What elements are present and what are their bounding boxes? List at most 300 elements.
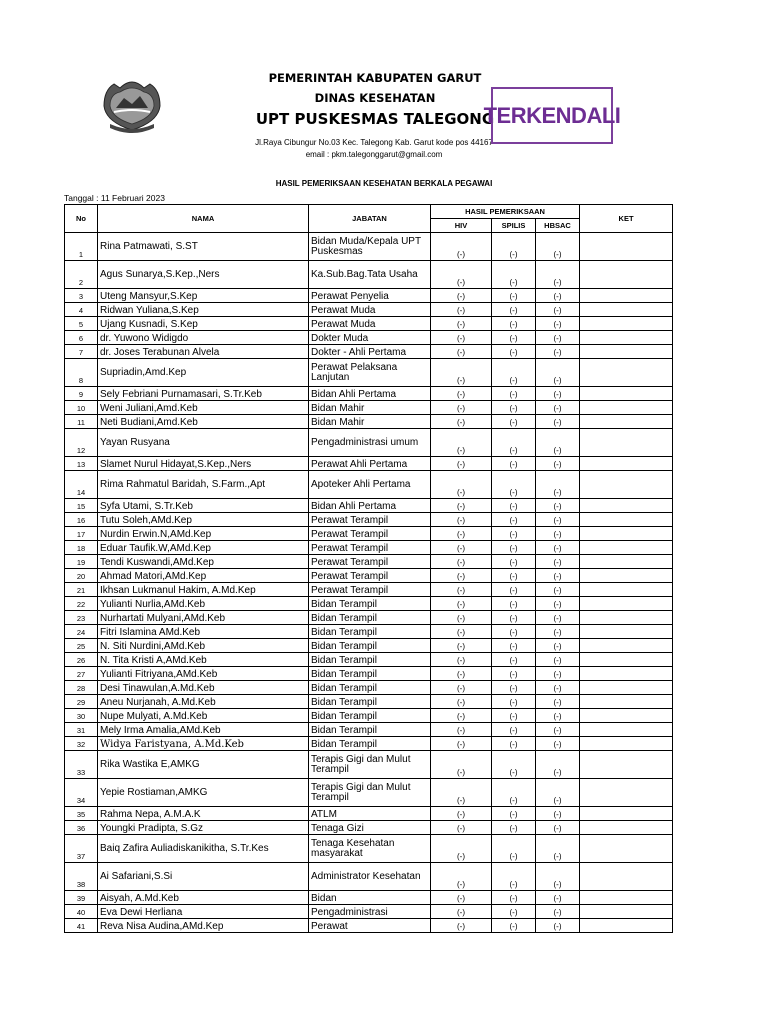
col-header-spilis: SPILIS: [492, 219, 536, 233]
row-hbsac-result: (-): [536, 639, 580, 653]
row-nama: N. Siti Nurdini,AMd.Keb: [98, 639, 309, 653]
row-spilis-result: (-): [492, 541, 536, 555]
row-spilis-result: (-): [492, 891, 536, 905]
row-hbsac-result: (-): [536, 653, 580, 667]
row-hbsac-result: (-): [536, 807, 580, 821]
row-ket: [580, 513, 673, 527]
row-jabatan: Bidan Terampil: [309, 653, 431, 667]
row-nama: Mely Irma Amalia,AMd.Keb: [98, 723, 309, 737]
row-nama: Uteng Mansyur,S.Kep: [98, 289, 309, 303]
row-ket: [580, 471, 673, 499]
government-name: PEMERINTAH KABUPATEN GARUT: [268, 71, 482, 85]
row-hiv-result: (-): [431, 625, 492, 639]
row-hbsac-result: (-): [536, 317, 580, 331]
table-row: [65, 905, 673, 919]
row-spilis-result: (-): [492, 737, 536, 751]
row-jabatan: Bidan Terampil: [309, 667, 431, 681]
row-hiv-result: (-): [431, 597, 492, 611]
row-hiv-result: (-): [431, 821, 492, 835]
table-row: [65, 289, 673, 303]
row-spilis-result: (-): [492, 583, 536, 597]
row-nama: Aisyah, A.Md.Keb: [98, 891, 309, 905]
table-row: [65, 499, 673, 513]
table-row: [65, 331, 673, 345]
row-spilis-result: (-): [492, 261, 536, 289]
row-nama: Ai Safariani,S.Si: [98, 863, 309, 891]
row-number: 31: [65, 723, 98, 737]
row-hiv-result: (-): [431, 681, 492, 695]
row-number: 11: [65, 415, 98, 429]
document-title: HASIL PEMERIKSAAN KESEHATAN BERKALA PEGAWAI: [275, 179, 493, 188]
row-jabatan: Perawat Terampil: [309, 583, 431, 597]
row-ket: [580, 457, 673, 471]
col-header-hasil-pemeriksaan: HASIL PEMERIKSAAN: [431, 205, 580, 219]
col-header-hbsac: HBSAC: [536, 219, 580, 233]
examination-table: [64, 204, 673, 933]
row-ket: [580, 331, 673, 345]
row-hiv-result: (-): [431, 541, 492, 555]
row-hbsac-result: (-): [536, 401, 580, 415]
row-ket: [580, 639, 673, 653]
row-number: 30: [65, 709, 98, 723]
row-jabatan: Apoteker Ahli Pertama: [309, 471, 431, 499]
row-ket: [580, 401, 673, 415]
row-hbsac-result: (-): [536, 667, 580, 681]
row-spilis-result: (-): [492, 779, 536, 807]
row-spilis-result: (-): [492, 611, 536, 625]
row-ket: [580, 807, 673, 821]
row-spilis-result: (-): [492, 597, 536, 611]
row-jabatan: Pengadministrasi: [309, 905, 431, 919]
row-nama: Reva Nisa Audina,AMd.Kep: [98, 919, 309, 933]
row-spilis-result: (-): [492, 429, 536, 457]
row-spilis-result: (-): [492, 835, 536, 863]
row-hiv-result: (-): [431, 555, 492, 569]
row-jabatan: Perawat Ahli Pertama: [309, 457, 431, 471]
row-ket: [580, 723, 673, 737]
row-nama: Rima Rahmatul Baridah, S.Farm.,Apt: [98, 471, 309, 499]
row-hbsac-result: (-): [536, 345, 580, 359]
table-row: [65, 611, 673, 625]
row-jabatan: Bidan Terampil: [309, 737, 431, 751]
row-ket: [580, 751, 673, 779]
row-hiv-result: (-): [431, 415, 492, 429]
row-jabatan: Perawat Pelaksana Lanjutan: [309, 359, 431, 387]
row-spilis-result: (-): [492, 331, 536, 345]
row-jabatan: Bidan Muda/Kepala UPT Puskesmas: [309, 233, 431, 261]
table-row: [65, 569, 673, 583]
row-ket: [580, 387, 673, 401]
row-hbsac-result: (-): [536, 583, 580, 597]
row-spilis-result: (-): [492, 681, 536, 695]
col-header-nama: NAMA: [98, 205, 309, 233]
row-ket: [580, 583, 673, 597]
table-row: [65, 667, 673, 681]
row-jabatan: Bidan Terampil: [309, 709, 431, 723]
row-hiv-result: (-): [431, 639, 492, 653]
row-jabatan: Tenaga Gizi: [309, 821, 431, 835]
row-jabatan: Bidan Terampil: [309, 695, 431, 709]
row-number: 1: [65, 233, 98, 261]
row-hiv-result: (-): [431, 499, 492, 513]
row-hiv-result: (-): [431, 401, 492, 415]
row-jabatan: ATLM: [309, 807, 431, 821]
row-hbsac-result: (-): [536, 331, 580, 345]
row-number: 29: [65, 695, 98, 709]
table-row: [65, 751, 673, 779]
row-hbsac-result: (-): [536, 429, 580, 457]
table-row: [65, 835, 673, 863]
row-hbsac-result: (-): [536, 387, 580, 401]
row-jabatan: Perawat Muda: [309, 317, 431, 331]
row-hbsac-result: (-): [536, 289, 580, 303]
row-hiv-result: (-): [431, 457, 492, 471]
row-hiv-result: (-): [431, 317, 492, 331]
row-ket: [580, 233, 673, 261]
row-hiv-result: (-): [431, 233, 492, 261]
row-number: 18: [65, 541, 98, 555]
table-row: [65, 723, 673, 737]
row-nama: Baiq Zafira Auliadiskanikitha, S.Tr.Kes: [98, 835, 309, 863]
row-spilis-result: (-): [492, 653, 536, 667]
row-ket: [580, 415, 673, 429]
row-ket: [580, 527, 673, 541]
row-number: 9: [65, 387, 98, 401]
row-hiv-result: (-): [431, 527, 492, 541]
row-spilis-result: (-): [492, 709, 536, 723]
table-row: [65, 345, 673, 359]
row-hiv-result: (-): [431, 751, 492, 779]
col-header-ket: KET: [580, 205, 673, 233]
row-hiv-result: (-): [431, 387, 492, 401]
row-hbsac-result: (-): [536, 709, 580, 723]
row-spilis-result: (-): [492, 569, 536, 583]
row-jabatan: Bidan Terampil: [309, 681, 431, 695]
row-nama: Nurdin Erwin.N,AMd.Kep: [98, 527, 309, 541]
row-hiv-result: (-): [431, 723, 492, 737]
table-row: [65, 317, 673, 331]
table-row: [65, 695, 673, 709]
row-jabatan: Bidan Ahli Pertama: [309, 499, 431, 513]
row-jabatan: Perawat Terampil: [309, 527, 431, 541]
col-header-jabatan: JABATAN: [309, 205, 431, 233]
row-hiv-result: (-): [431, 919, 492, 933]
row-hiv-result: (-): [431, 695, 492, 709]
department-name: DINAS KESEHATAN: [314, 91, 436, 105]
row-hiv-result: (-): [431, 709, 492, 723]
row-number: 24: [65, 625, 98, 639]
row-jabatan: Bidan Mahir: [309, 401, 431, 415]
row-hiv-result: (-): [431, 261, 492, 289]
row-hiv-result: (-): [431, 331, 492, 345]
table-row: [65, 471, 673, 499]
row-spilis-result: (-): [492, 667, 536, 681]
row-ket: [580, 317, 673, 331]
row-number: 36: [65, 821, 98, 835]
row-spilis-result: (-): [492, 457, 536, 471]
table-row: [65, 653, 673, 667]
row-hbsac-result: (-): [536, 527, 580, 541]
row-nama: Weni Juliani,Amd.Keb: [98, 401, 309, 415]
row-ket: [580, 569, 673, 583]
row-hiv-result: (-): [431, 303, 492, 317]
row-hiv-result: (-): [431, 807, 492, 821]
row-jabatan: Perawat Terampil: [309, 541, 431, 555]
institution-address: Jl.Raya Cibungur No.03 Kec. Talegong Kab. Garut kode pos 44167: [255, 138, 493, 147]
row-jabatan: Pengadministrasi umum: [309, 429, 431, 457]
row-hbsac-result: (-): [536, 513, 580, 527]
row-nama: Rahma Nepa, A.M.A.K: [98, 807, 309, 821]
table-row: [65, 541, 673, 555]
table-row: [65, 681, 673, 695]
row-nama: Eva Dewi Herliana: [98, 905, 309, 919]
row-ket: [580, 611, 673, 625]
row-nama: Youngki Pradipta, S.Gz: [98, 821, 309, 835]
row-nama: N. Tita Kristi A,AMd.Keb: [98, 653, 309, 667]
row-nama: Yulianti Nurlia,AMd.Keb: [98, 597, 309, 611]
row-hbsac-result: (-): [536, 499, 580, 513]
row-ket: [580, 779, 673, 807]
table-row: [65, 709, 673, 723]
row-ket: [580, 625, 673, 639]
row-hbsac-result: (-): [536, 905, 580, 919]
row-hiv-result: (-): [431, 513, 492, 527]
table-row: [65, 359, 673, 387]
row-spilis-result: (-): [492, 345, 536, 359]
row-nama: Yulianti Fitriyana,AMd.Keb: [98, 667, 309, 681]
row-jabatan: Bidan Ahli Pertama: [309, 387, 431, 401]
row-ket: [580, 289, 673, 303]
row-hbsac-result: (-): [536, 569, 580, 583]
table-row: [65, 807, 673, 821]
row-spilis-result: (-): [492, 863, 536, 891]
row-number: 27: [65, 667, 98, 681]
row-jabatan: Perawat Penyelia: [309, 289, 431, 303]
row-spilis-result: (-): [492, 639, 536, 653]
row-nama: Fitri Islamina AMd.Keb: [98, 625, 309, 639]
row-hbsac-result: (-): [536, 779, 580, 807]
row-hbsac-result: (-): [536, 611, 580, 625]
table-row: [65, 639, 673, 653]
row-nama: Rina Patmawati, S.ST: [98, 233, 309, 261]
terkendali-stamp: TERKENDALI: [491, 87, 613, 144]
row-ket: [580, 597, 673, 611]
table-row: [65, 513, 673, 527]
row-ket: [580, 709, 673, 723]
row-number: 23: [65, 611, 98, 625]
row-nama: Desi Tinawulan,A.Md.Keb: [98, 681, 309, 695]
row-nama: Rika Wastika E,AMKG: [98, 751, 309, 779]
row-number: 12: [65, 429, 98, 457]
row-jabatan: Bidan Mahir: [309, 415, 431, 429]
row-hbsac-result: (-): [536, 891, 580, 905]
row-number: 39: [65, 891, 98, 905]
row-hbsac-result: (-): [536, 541, 580, 555]
row-jabatan: Dokter Muda: [309, 331, 431, 345]
row-nama: Yayan Rusyana: [98, 429, 309, 457]
row-hiv-result: (-): [431, 737, 492, 751]
row-number: 40: [65, 905, 98, 919]
row-nama: Nurhartati Mulyani,AMd.Keb: [98, 611, 309, 625]
row-hbsac-result: (-): [536, 359, 580, 387]
row-jabatan: Tenaga Kesehatan masyarakat: [309, 835, 431, 863]
row-ket: [580, 821, 673, 835]
row-hiv-result: (-): [431, 583, 492, 597]
row-ket: [580, 681, 673, 695]
row-nama: Slamet Nurul Hidayat,S.Kep.,Ners: [98, 457, 309, 471]
row-jabatan: Bidan Terampil: [309, 639, 431, 653]
table-row: [65, 737, 673, 751]
row-jabatan: Ka.Sub.Bag.Tata Usaha: [309, 261, 431, 289]
row-hbsac-result: (-): [536, 457, 580, 471]
row-spilis-result: (-): [492, 359, 536, 387]
row-number: 21: [65, 583, 98, 597]
row-jabatan: Bidan Terampil: [309, 625, 431, 639]
table-body: [65, 233, 673, 933]
row-number: 7: [65, 345, 98, 359]
row-hiv-result: (-): [431, 429, 492, 457]
row-hbsac-result: (-): [536, 919, 580, 933]
table-row: [65, 457, 673, 471]
row-number: 6: [65, 331, 98, 345]
row-ket: [580, 345, 673, 359]
row-ket: [580, 541, 673, 555]
row-hiv-result: (-): [431, 667, 492, 681]
row-number: 37: [65, 835, 98, 863]
row-spilis-result: (-): [492, 387, 536, 401]
row-spilis-result: (-): [492, 513, 536, 527]
row-ket: [580, 555, 673, 569]
row-number: 41: [65, 919, 98, 933]
row-ket: [580, 499, 673, 513]
row-number: 32: [65, 737, 98, 751]
row-ket: [580, 359, 673, 387]
row-jabatan: Perawat Terampil: [309, 513, 431, 527]
table-row: [65, 527, 673, 541]
table-row: [65, 429, 673, 457]
row-ket: [580, 667, 673, 681]
row-number: 25: [65, 639, 98, 653]
row-nama: Yepie Rostiaman,AMKG: [98, 779, 309, 807]
row-number: 26: [65, 653, 98, 667]
row-hiv-result: (-): [431, 835, 492, 863]
row-number: 5: [65, 317, 98, 331]
row-hiv-result: (-): [431, 471, 492, 499]
row-nama: dr. Joses Terabunan Alvela: [98, 345, 309, 359]
row-hbsac-result: (-): [536, 471, 580, 499]
row-ket: [580, 261, 673, 289]
row-nama: Syfa Utami, S.Tr.Keb: [98, 499, 309, 513]
row-spilis-result: (-): [492, 807, 536, 821]
document-date: Tanggal : 11 Februari 2023: [64, 193, 165, 203]
row-jabatan: Terapis Gigi dan Mulut Terampil: [309, 779, 431, 807]
row-number: 22: [65, 597, 98, 611]
row-spilis-result: (-): [492, 289, 536, 303]
table-row: [65, 919, 673, 933]
row-number: 33: [65, 751, 98, 779]
row-hbsac-result: (-): [536, 597, 580, 611]
row-hbsac-result: (-): [536, 681, 580, 695]
table-row: [65, 863, 673, 891]
table-row: [65, 233, 673, 261]
row-nama: Aneu Nurjanah, A.Md.Keb: [98, 695, 309, 709]
row-spilis-result: (-): [492, 233, 536, 261]
row-number: 34: [65, 779, 98, 807]
row-hbsac-result: (-): [536, 625, 580, 639]
row-nama: Widya Faristyana, A.Md.Keb: [98, 737, 309, 751]
row-hiv-result: (-): [431, 345, 492, 359]
table-row: [65, 821, 673, 835]
row-spilis-result: (-): [492, 555, 536, 569]
table-row: [65, 555, 673, 569]
row-number: 35: [65, 807, 98, 821]
table-row: [65, 891, 673, 905]
row-nama: Ujang Kusnadi, S.Kep: [98, 317, 309, 331]
row-spilis-result: (-): [492, 905, 536, 919]
row-jabatan: Terapis Gigi dan Mulut Terampil: [309, 751, 431, 779]
institution-email: email : pkm.talegonggarut@gmail.com: [305, 150, 443, 159]
table-row: [65, 401, 673, 415]
row-jabatan: Perawat: [309, 919, 431, 933]
row-spilis-result: (-): [492, 723, 536, 737]
row-nama: Tendi Kuswandi,AMd.Kep: [98, 555, 309, 569]
row-number: 13: [65, 457, 98, 471]
row-hbsac-result: (-): [536, 821, 580, 835]
row-number: 38: [65, 863, 98, 891]
row-ket: [580, 919, 673, 933]
row-ket: [580, 835, 673, 863]
row-hiv-result: (-): [431, 891, 492, 905]
row-spilis-result: (-): [492, 499, 536, 513]
row-hbsac-result: (-): [536, 261, 580, 289]
row-spilis-result: (-): [492, 303, 536, 317]
row-hbsac-result: (-): [536, 695, 580, 709]
row-hbsac-result: (-): [536, 415, 580, 429]
row-nama: Ikhsan Lukmanul Hakim, A.Md.Kep: [98, 583, 309, 597]
row-number: 8: [65, 359, 98, 387]
row-nama: Ridwan Yuliana,S.Kep: [98, 303, 309, 317]
row-spilis-result: (-): [492, 401, 536, 415]
row-nama: Ahmad Matori,AMd.Kep: [98, 569, 309, 583]
row-nama: Tutu Soleh,AMd.Kep: [98, 513, 309, 527]
row-hiv-result: (-): [431, 653, 492, 667]
row-ket: [580, 695, 673, 709]
row-spilis-result: (-): [492, 527, 536, 541]
row-hiv-result: (-): [431, 863, 492, 891]
row-number: 15: [65, 499, 98, 513]
col-header-hiv: HIV: [431, 219, 492, 233]
row-number: 3: [65, 289, 98, 303]
row-number: 17: [65, 527, 98, 541]
row-number: 16: [65, 513, 98, 527]
row-jabatan: Perawat Terampil: [309, 569, 431, 583]
row-ket: [580, 891, 673, 905]
row-spilis-result: (-): [492, 317, 536, 331]
row-number: 10: [65, 401, 98, 415]
row-jabatan: Administrator Kesehatan: [309, 863, 431, 891]
row-ket: [580, 737, 673, 751]
row-number: 2: [65, 261, 98, 289]
row-number: 19: [65, 555, 98, 569]
row-hiv-result: (-): [431, 569, 492, 583]
table-row: [65, 261, 673, 289]
row-number: 20: [65, 569, 98, 583]
table-row: [65, 303, 673, 317]
row-hbsac-result: (-): [536, 737, 580, 751]
row-hbsac-result: (-): [536, 723, 580, 737]
row-spilis-result: (-): [492, 625, 536, 639]
row-hbsac-result: (-): [536, 751, 580, 779]
